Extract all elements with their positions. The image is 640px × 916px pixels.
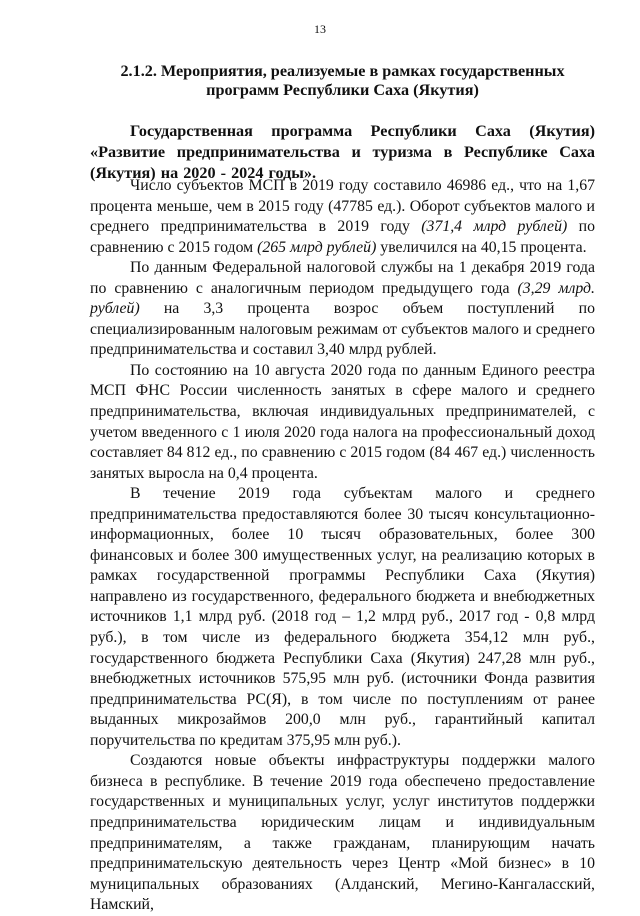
paragraph-infrastructure: Создаются новые объекты инфраструктуры поддержки малого бизнеса в республике. В течение 2019 года обеспечено предоставление государственных и муниципальных услуг, услуг институтов поддержки предпринимательства юридическим лицам и индивидуальным предпринимателям, а также гражданам, планирующим начать предпринимательскую деятельность через Центр «Мой бизнес» в 10 муниципальных образованиях (Алданский, Мегино-Кангаласский, Намский, xyxy=(90,752,595,914)
paragraph-msp-count xyxy=(90,176,595,258)
paragraph-text: Число субъектов МСП в 2019 году составило 46986 ед., что на 1,67 процента меньше, чем в 2015 году (47785 ед.). Оборот субъектов малого и среднего предпринимательства в 2019 году xyxy=(90,177,595,236)
italic-amount: (371,4 млрд рублей) xyxy=(421,218,568,236)
paragraph-text: по сравнению с 2015 годом xyxy=(90,218,595,256)
paragraph-tax-service xyxy=(90,258,595,361)
page-number: 13 xyxy=(314,22,326,36)
document-body xyxy=(90,176,595,916)
section-heading: 2.1.2. Мероприятия, реализуемые в рамках государственных программ Республики Саха (Якутия) xyxy=(120,62,565,99)
paragraph-text: По данным Федеральной налоговой службы на 1 декабря 2019 года по сравнению с аналогичным периодом предыдущего года xyxy=(90,259,595,297)
italic-amount: (265 млрд рублей) xyxy=(257,238,377,256)
paragraph-text: на 3,3 процента возрос объем поступлений по специализированным налоговым режимам от субъектов малого и среднего предпринимательства и составил 3,40 млрд рублей. xyxy=(90,300,595,359)
paragraph-services-2019: В течение 2019 года субъектам малого и среднего предпринимательства предоставляются более 30 тысяч консультационно-информационных, более 10 тысяч образовательных, более 300 финансовых и более 300 имущественных услуг, на реализацию которых в рамках государственной программы Республики Саха (Якутия) направлено из государственного, федерального бюджета и внебюджетных источников 1,1 млрд руб. (2018 год – 1,2 млрд руб., 2017 год - 0,8 млрд руб.), в том числе из федерального бюджета 354,12 млн руб., государственного бюджета Республики Саха (Якутия) 247,28 млн руб., внебюджетных источников 575,95 млн руб. (источники Фонда развития предпринимательства РС(Я), в том числе по поступлениям от ранее выданных микрозаймов 200,0 млн руб., гарантийный капитал поручительства по кредитам 375,95 млн руб.). xyxy=(90,485,595,749)
program-heading: Государственная программа Республики Саха (Якутия) «Развитие предпринимательства и туризма в Республике Саха (Якутия) на 2020 - 2024 годы». xyxy=(90,122,595,182)
paragraph-text: увеличился на 40,15 процента. xyxy=(376,238,587,256)
italic-amount: (3,29 млрд. рублей) xyxy=(90,279,595,318)
paragraph-registry: По состоянию на 10 августа 2020 года по данным Единого реестра МСП ФНС России численность занятых в сфере малого и среднего предпринимательства, включая индивидуальных предпринимателей, с учетом введенного с 1 июля 2020 года налога на профессиональный доход составляет 84 812 ед., по сравнению с 2015 годом (84 467 ед.) численность занятых выросла на 0,4 процента. xyxy=(90,361,595,482)
